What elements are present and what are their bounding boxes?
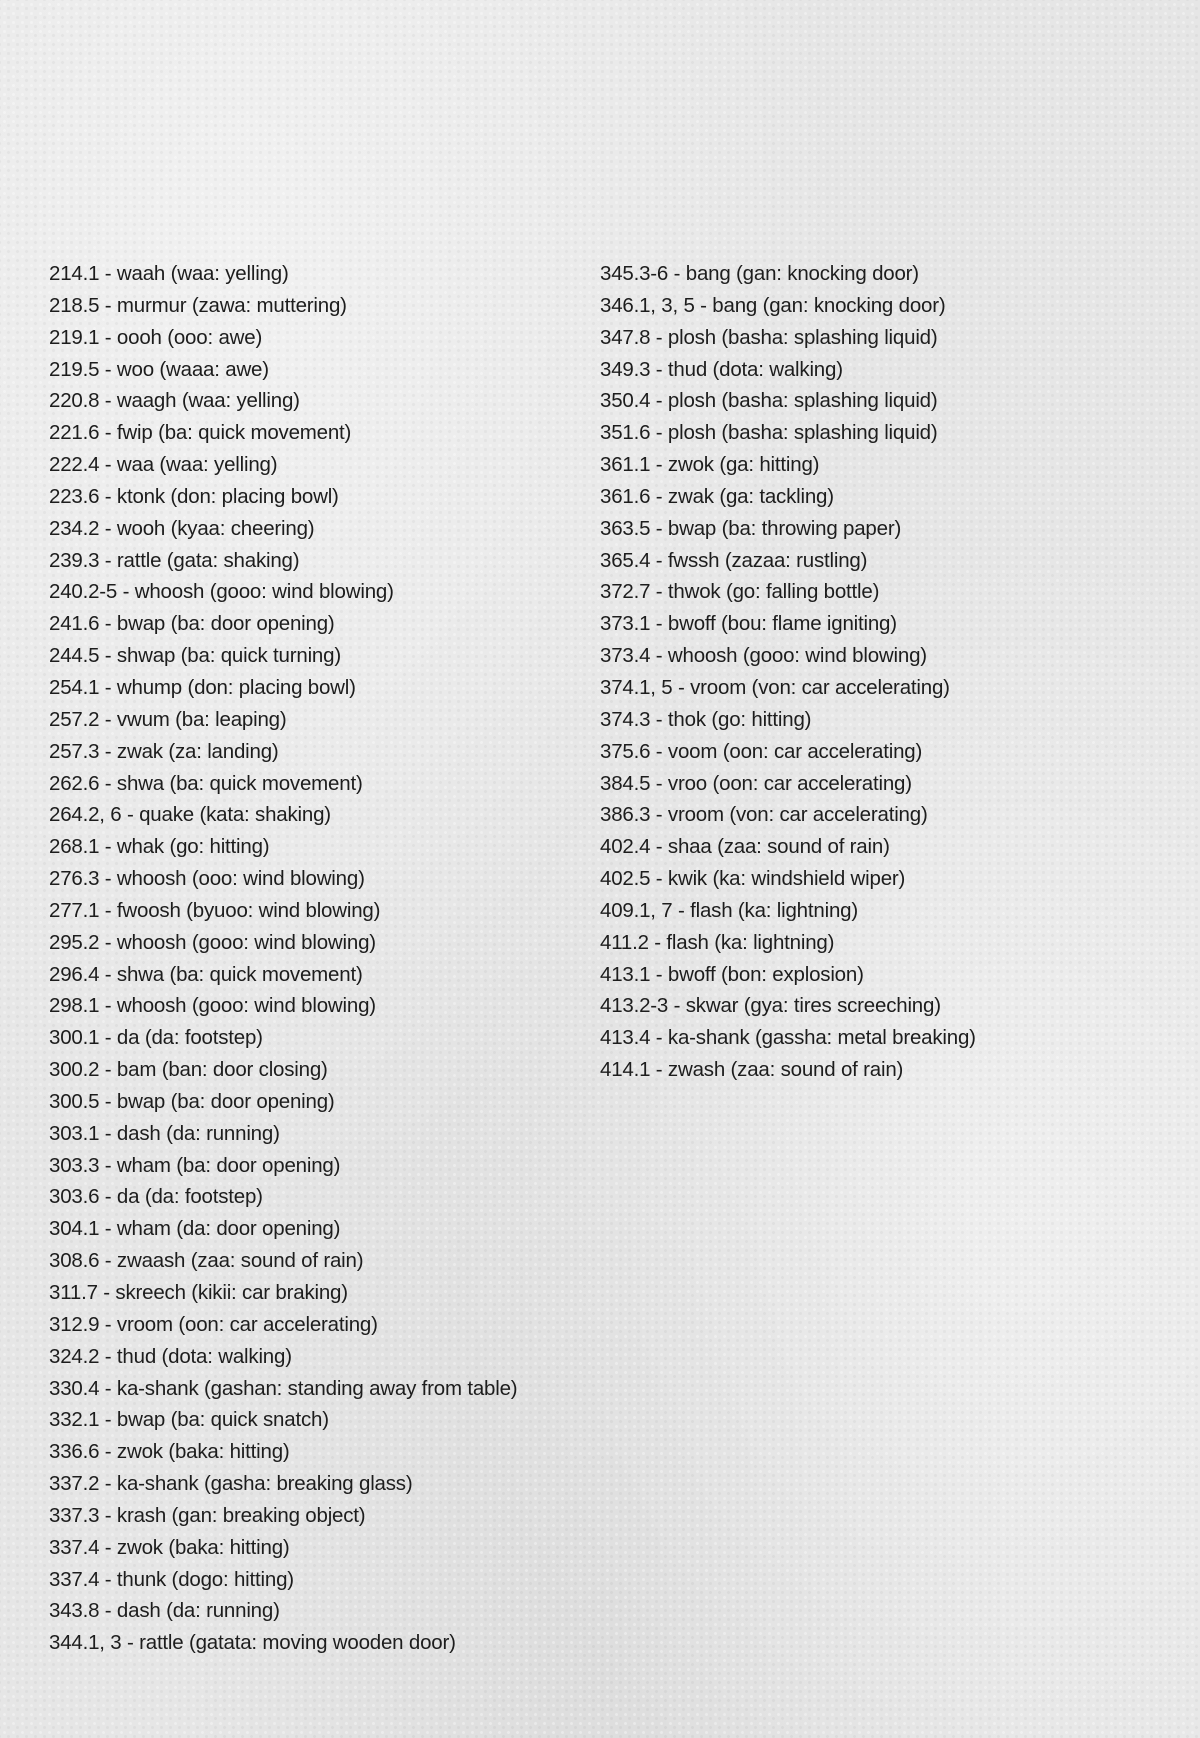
glossary-entry: 303.1 - dash (da: running) xyxy=(49,1121,280,1145)
glossary-entry: 332.1 - bwap (ba: quick snatch) xyxy=(49,1408,329,1432)
glossary-entry: 268.1 - whak (go: hitting) xyxy=(49,835,270,859)
glossary-entry: 413.1 - bwoff (bon: explosion) xyxy=(600,962,864,986)
left-column-list xyxy=(49,258,569,1659)
glossary-entry: 402.5 - kwik (ka: windshield wiper) xyxy=(600,867,906,891)
glossary-entry: 300.2 - bam (ban: door closing) xyxy=(49,1058,328,1082)
glossary-entry: 374.3 - thok (go: hitting) xyxy=(600,707,812,731)
glossary-entry: 363.5 - bwap (ba: throwing paper) xyxy=(600,516,902,540)
glossary-entry: 221.6 - fwip (ba: quick movement) xyxy=(49,421,352,445)
glossary-entry: 220.8 - waagh (waa: yelling) xyxy=(49,389,300,413)
glossary-entry: 347.8 - plosh (basha: splashing liquid) xyxy=(600,325,938,349)
glossary-entry: 218.5 - murmur (zawa: muttering) xyxy=(49,293,347,317)
glossary-entry: 373.4 - whoosh (gooo: wind blowing) xyxy=(600,644,927,668)
glossary-entry: 365.4 - fwssh (zazaa: rustling) xyxy=(600,548,868,572)
glossary-entry: 223.6 - ktonk (don: placing bowl) xyxy=(49,484,339,508)
glossary-entry: 308.6 - zwaash (zaa: sound of rain) xyxy=(49,1249,364,1273)
glossary-entry: 361.6 - zwak (ga: tackling) xyxy=(600,484,834,508)
glossary-entry: 375.6 - voom (oon: car accelerating) xyxy=(600,739,923,763)
glossary-entry: 239.3 - rattle (gata: shaking) xyxy=(49,548,300,572)
glossary-entry: 330.4 - ka-shank (gashan: standing away from table) xyxy=(49,1376,518,1400)
glossary-entry: 343.8 - dash (da: running) xyxy=(49,1599,280,1623)
glossary-entry: 254.1 - whump (don: placing bowl) xyxy=(49,675,356,699)
glossary-entry: 373.1 - bwoff (bou: flame igniting) xyxy=(600,612,897,636)
glossary-entry: 300.5 - bwap (ba: door opening) xyxy=(49,1089,335,1113)
glossary-entry: 409.1, 7 - flash (ka: lightning) xyxy=(600,898,858,922)
glossary-entry: 350.4 - plosh (basha: splashing liquid) xyxy=(600,389,938,413)
glossary-entry: 345.3-6 - bang (gan: knocking door) xyxy=(600,262,919,285)
glossary-entry: 336.6 - zwok (baka: hitting) xyxy=(49,1440,290,1464)
glossary-entry: 324.2 - thud (dota: walking) xyxy=(49,1344,292,1368)
glossary-entry: 214.1 - waah (waa: yelling) xyxy=(49,262,289,285)
glossary-entry: 414.1 - zwash (zaa: sound of rain) xyxy=(600,1058,904,1082)
glossary-entry: 276.3 - whoosh (ooo: wind blowing) xyxy=(49,867,365,891)
glossary-entry: 312.9 - vroom (oon: car accelerating) xyxy=(49,1312,378,1336)
glossary-entry: 219.1 - oooh (ooo: awe) xyxy=(49,325,263,349)
glossary-entry: 344.1, 3 - rattle (gatata: moving wooden door) xyxy=(49,1631,456,1655)
glossary-entry: 349.3 - thud (dota: walking) xyxy=(600,357,843,381)
glossary-entry: 264.2, 6 - quake (kata: shaking) xyxy=(49,803,331,827)
glossary-entry: 337.4 - zwok (baka: hitting) xyxy=(49,1535,290,1559)
glossary-entry: 300.1 - da (da: footstep) xyxy=(49,1026,263,1050)
glossary-entry: 296.4 - shwa (ba: quick movement) xyxy=(49,962,363,986)
glossary-entry: 413.4 - ka-shank (gassha: metal breaking) xyxy=(600,1026,976,1050)
glossary-entry: 337.3 - krash (gan: breaking object) xyxy=(49,1503,366,1527)
glossary-entry: 222.4 - waa (waa: yelling) xyxy=(49,453,278,477)
glossary-entry: 304.1 - wham (da: door opening) xyxy=(49,1217,341,1241)
glossary-entry: 351.6 - plosh (basha: splashing liquid) xyxy=(600,421,938,445)
glossary-entry: 234.2 - wooh (kyaa: cheering) xyxy=(49,516,315,540)
right-column-list xyxy=(600,258,1160,1086)
glossary-entry: 303.3 - wham (ba: door opening) xyxy=(49,1153,341,1177)
glossary-entry: 298.1 - whoosh (gooo: wind blowing) xyxy=(49,994,376,1018)
glossary-entry: 337.4 - thunk (dogo: hitting) xyxy=(49,1567,294,1591)
glossary-entry: 384.5 - vroo (oon: car accelerating) xyxy=(600,771,912,795)
glossary-entry: 303.6 - da (da: footstep) xyxy=(49,1185,263,1209)
glossary-entry: 257.2 - vwum (ba: leaping) xyxy=(49,707,287,731)
glossary-entry: 295.2 - whoosh (gooo: wind blowing) xyxy=(49,930,376,954)
glossary-entry: 413.2-3 - skwar (gya: tires screeching) xyxy=(600,994,941,1018)
glossary-entry: 257.3 - zwak (za: landing) xyxy=(49,739,279,763)
glossary-entry: 219.5 - woo (waaa: awe) xyxy=(49,357,269,381)
glossary-entry: 277.1 - fwoosh (byuoo: wind blowing) xyxy=(49,898,381,922)
glossary-entry: 311.7 - skreech (kikii: car braking) xyxy=(49,1281,348,1304)
glossary-entry: 372.7 - thwok (go: falling bottle) xyxy=(600,580,880,604)
glossary-entry: 337.2 - ka-shank (gasha: breaking glass) xyxy=(49,1472,413,1496)
glossary-entry: 346.1, 3, 5 - bang (gan: knocking door) xyxy=(600,293,946,317)
glossary-entry: 402.4 - shaa (zaa: sound of rain) xyxy=(600,835,890,859)
glossary-entry: 374.1, 5 - vroom (von: car accelerating) xyxy=(600,675,950,699)
glossary-entry: 386.3 - vroom (von: car accelerating) xyxy=(600,803,928,827)
glossary-entry: 240.2-5 - whoosh (gooo: wind blowing) xyxy=(49,580,394,604)
glossary-entry: 262.6 - shwa (ba: quick movement) xyxy=(49,771,363,795)
glossary-entry: 244.5 - shwap (ba: quick turning) xyxy=(49,644,341,668)
glossary-entry: 361.1 - zwok (ga: hitting) xyxy=(600,453,820,477)
glossary-entry: 241.6 - bwap (ba: door opening) xyxy=(49,612,335,636)
glossary-entry: 411.2 - flash (ka: lightning) xyxy=(600,930,835,954)
